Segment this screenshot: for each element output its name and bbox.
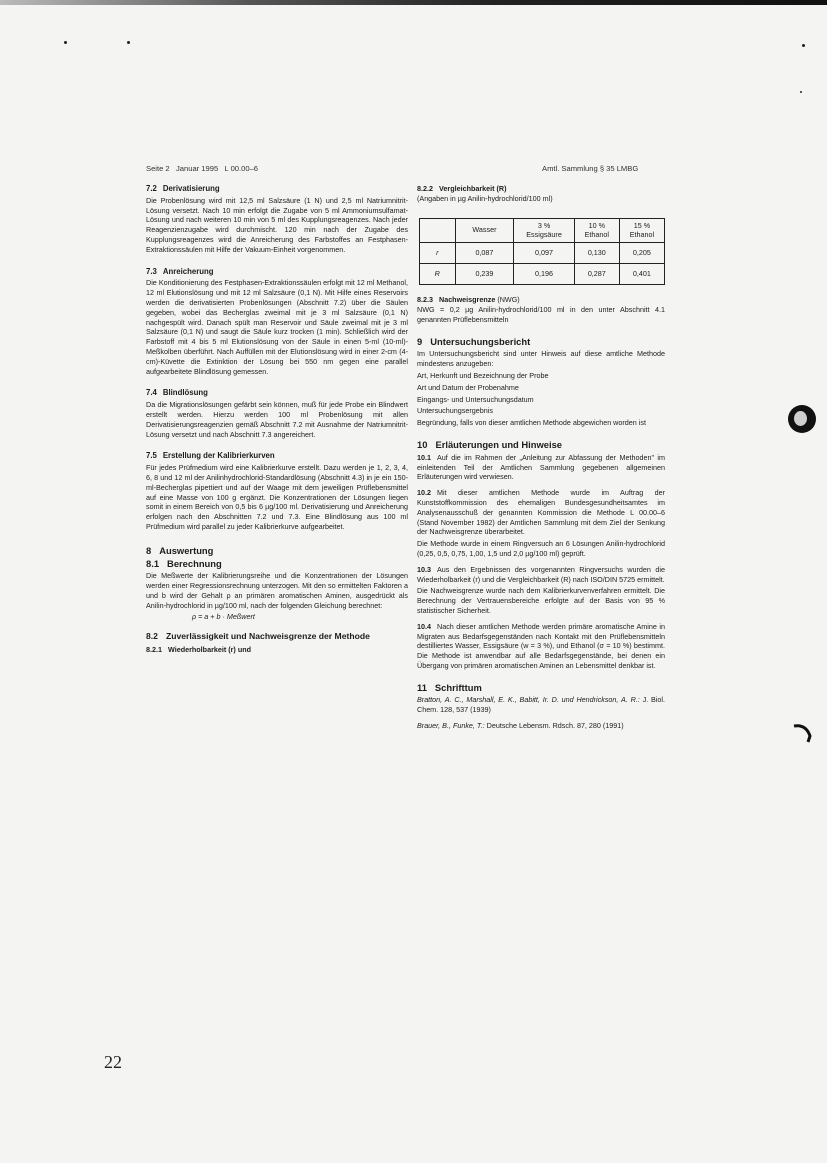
table-header-row xyxy=(420,218,665,243)
section-7-2 xyxy=(146,184,408,255)
list-item: Art, Herkunft und Bezeichnung der Probe xyxy=(417,370,549,380)
right-column xyxy=(417,184,665,743)
table-header-cell: 15 % Ethanol xyxy=(619,218,664,243)
section-8 xyxy=(146,546,408,655)
table-cell: 0,087 xyxy=(455,243,514,264)
precision-table xyxy=(419,218,665,286)
formula: ρ = a + b · Meßwert xyxy=(192,612,255,622)
section-heading: 9 Untersuchungsbericht xyxy=(417,335,531,347)
scan-speck xyxy=(64,41,67,44)
section-heading: 7.2 Derivatisierung xyxy=(146,184,220,193)
page-header-right: Amtl. Sammlung § 35 LMBG xyxy=(542,164,639,173)
scan-speck xyxy=(800,91,802,93)
section-text: 10.4 Nach dieser amtlichen Methode werden primäre aromatische Amine in Migraten aus Bedarfsgegenständen nach Kontakt mit den Prüflebensmitteln destilliertes Wasser, Essigsäure (w = 3 %), und Ethanol (σ = 10 %) bestimmt. Die Methode ist anwendbar auf alle Bedarfsgegenstände, bei denen ein Übergang von primären aromatischen Aminen an Lebensmittel denkbar ist. xyxy=(417,621,665,670)
section-text: Für jedes Prüfmedium wird eine Kalibrierkurve erstellt. Dazu werden je 1, 2, 3, 4, 6, 8 und 12 ml der Anilinhydrochlorid-Standardlösung (Abschnitt 4.3) in je ein 150-ml-Becherglas pipettiert und auf der Waage mit dem jeweiligen Prüflebensmittel auf eine Masse von 100 g ergänzt. Die Konzentrationen der Lösungen liegen somit in einem Bereich von 0,5 bis 6 µg/100 ml. Derivatisierung und Anreicherung erfolgen nach den Abschnitten 7.2 und 7.3. Eine Blindlösung aus 100 ml Prüfmedium wird parallel zu jeder Kalibrierkurve aufgearbeitet. xyxy=(146,463,408,531)
section-text: Die Probenlösung wird mit 12,5 ml Salzsäure (1 N) und 2,5 ml Natriumnitrit-Lösung versetzt. Nach 10 min erfolgt die Zugabe von 5 ml Ammoniumsulfamat-Lösung und nach weiteren 10 min von 5 ml des Kupplungsreagenzes. Nach jeder Reagenzienzugabe wird durchmischt. 120 min nach der Zugabe des Kupplungsreagenzes wird die Anreicherung des Farbstoffes an Festphasen-Extraktionssäulen mit Hilfe der Vakuum-Einheit vorgenommen. xyxy=(146,195,408,254)
section-text: Da die Migrationslösungen gefärbt sein können, muß für jede Probe ein Blindwert erstellt werden. Hierzu werden 100 ml Probenlösung mit allen Derivatisierungsreagenzien gemäß Abschnitt 7.2 mit Ausnahme der Natriumnitrit-Lösung versetzt und nach Abschnitt 7.3 angereichert. xyxy=(146,400,408,439)
row-label: r xyxy=(420,243,456,264)
table-cell: 0,239 xyxy=(455,264,514,285)
scan-speck xyxy=(802,44,805,47)
section-heading: 8.1 Berechnung xyxy=(146,557,222,569)
section-heading: 7.3 Anreicherung xyxy=(146,266,214,276)
section-text: 10.2 Mit dieser amtlichen Methode wurde im Auftrag der Kunststoffkommission des ehemaligen Bundesgesundheitsamtes im Analysenausschuß der genannten Kommission die Methode L 00.00–6 (Stand November 1982) der Amtlichen Sammlung mit dem Ziel der Senkung der Nachweisgrenze überarbeitet. xyxy=(417,488,665,537)
table-caption: (Angaben in µg Anilin-hydrochlorid/100 ml) xyxy=(417,193,553,203)
section-heading: 8 Auswertung xyxy=(146,544,214,556)
section-9 xyxy=(417,337,665,428)
table-header-cell: Wasser xyxy=(455,218,514,243)
reference-item: Bratton, A. C., Marshall, E. K., Babitt, Ir. D. und Hendrickson, A. R.: J. Biol. Chem. 128, 537 (1939) xyxy=(417,695,665,715)
section-heading: 10 Erläuterungen und Hinweise xyxy=(417,438,563,450)
table-header-cell: 3 % Essigsäure xyxy=(514,218,574,243)
table-row xyxy=(420,243,665,264)
list-item: Eingangs- und Untersuchungsdatum xyxy=(417,394,534,404)
section-heading: 8.2.3 Nachweisgrenze (NWG) xyxy=(417,295,520,305)
section-text: 10.3 Aus den Ergebnissen des vorgenannten Ringversuchs wurden die Wiederholbarkeit (r) und die Vergleichbarkeit (R) nach ISO/DIN 5725 ermittelt. xyxy=(417,564,665,584)
table-cell xyxy=(420,218,456,243)
section-text: Die Nachweisgrenze wurde nach dem Kalibrierkurvenverfahren ermittelt. Die Berechnung der Vertrauensbereiche erfolgte auf der Basis von 95 % statistischer Sicherheit. xyxy=(417,586,665,615)
reference-item: Brauer, B., Funke, T.: Deutsche Lebensm. Rdsch. 87, 280 (1991) xyxy=(417,721,624,731)
section-heading: 11 Schrifttum xyxy=(417,681,482,693)
section-8-2-3 xyxy=(417,295,665,324)
page-number: 22 xyxy=(104,1052,122,1072)
section-heading: 8.2.2 Vergleichbarkeit (R) xyxy=(417,184,507,193)
section-heading: 7.5 Erstellung der Kalibrierkurven xyxy=(146,451,275,461)
page-header-left: Seite 2 Januar 1995 L 00.00–6 xyxy=(146,164,259,173)
section-7-5 xyxy=(146,451,408,531)
scan-edge xyxy=(0,0,827,5)
section-10 xyxy=(417,440,665,671)
section-text: Die Konditionierung des Festphasen-Extraktionssäulen erfolgt mit 12 ml Methanol, 12 ml Elutionslösung und mit 12 ml Salzsäure (0,1 N). Mit Hilfe eines Reservoirs werden die derivatisierten Probenlösungen (Abschnitt 7.2) über die Säulen gegeben, wobei das Becherglas zweimal mit je 3 ml Salzsäure (0,1 N) nachgespült wird. Danach spült man Reservoir und Säule zweimal mit je 3 ml Salzsäure (0,1 N) und saugt die Säule kurz trocken (1 min). Schließlich wird der Farbstoff mit 4 bis 5 ml Elutionslösung von der Säule in einen 5-ml (10-ml)-Meßkolben überführt. Nach Auffüllen mit der Elutionslösung wird in einer 2-cm (4-cm)-Küvette die Extinktion der Lösung bei 550 nm gegen eine parallel aufgearbeitete Blindlösung gemessen. xyxy=(146,278,408,376)
table-cell: 0,205 xyxy=(619,243,664,264)
scan-mark xyxy=(792,722,814,746)
section-text: 10.1 Auf die im Rahmen der „Anleitung zur Abfassung der Methoden" im einleitenden Teil der Amtlichen Sammlung gegebenen allgemeinen Erläuterungen wird verwiesen. xyxy=(417,452,665,482)
list-item: Untersuchungsergebnis xyxy=(417,406,493,416)
list-item: Art und Datum der Probenahme xyxy=(417,382,519,392)
binder-hole-mark xyxy=(788,405,816,433)
table-cell: 0,130 xyxy=(574,243,619,264)
section-11 xyxy=(417,683,665,731)
table-row xyxy=(420,264,665,285)
table-cell: 0,401 xyxy=(619,264,664,285)
section-7-3 xyxy=(146,267,408,377)
row-label: R xyxy=(420,264,456,285)
list-item: Im Untersuchungsbericht sind unter Hinweis auf diese amtliche Methode mindestens anzugeben: xyxy=(417,349,665,369)
list-item: Begründung, falls von dieser amtlichen Methode abgewichen worden ist xyxy=(417,418,646,428)
section-heading: 7.4 Blindlösung xyxy=(146,388,208,398)
table-cell: 0,097 xyxy=(514,243,574,264)
section-text: Die Meßwerte der Kalibrierungsreihe und die Konzentrationen der Lösungen werden einer Regressionsrechnung unterzogen. Mit den so ermittelten Faktoren a und b wird der Gehalt ρ an primären aromatischen Aminen, ausgedrückt als Anilin-hydrochlorid in µg/100 ml, nach der folgenden Gleichung berechnet: xyxy=(146,571,408,610)
section-heading: 8.2 Zuverlässigkeit und Nachweisgrenze der Methode xyxy=(146,631,370,642)
table-cell: 0,196 xyxy=(514,264,574,285)
table-header-cell: 10 % Ethanol xyxy=(574,218,619,243)
section-text: NWG = 0,2 µg Anilin-hydrochlorid/100 ml in den unter Abschnitt 4.1 genannten Prüflebensmitteln xyxy=(417,304,665,324)
section-heading: 8.2.1 Wiederholbarkeit (r) und xyxy=(146,645,251,655)
scan-speck xyxy=(127,41,130,44)
section-text: Die Methode wurde in einem Ringversuch an 6 Lösungen Anilin-hydrochlorid (0,25, 0,5, 0,75, 1,00, 1,5 und 2,0 µg/100 ml) geprüft. xyxy=(417,539,665,558)
table-cell: 0,287 xyxy=(574,264,619,285)
section-7-4 xyxy=(146,388,408,439)
left-column xyxy=(146,184,408,655)
